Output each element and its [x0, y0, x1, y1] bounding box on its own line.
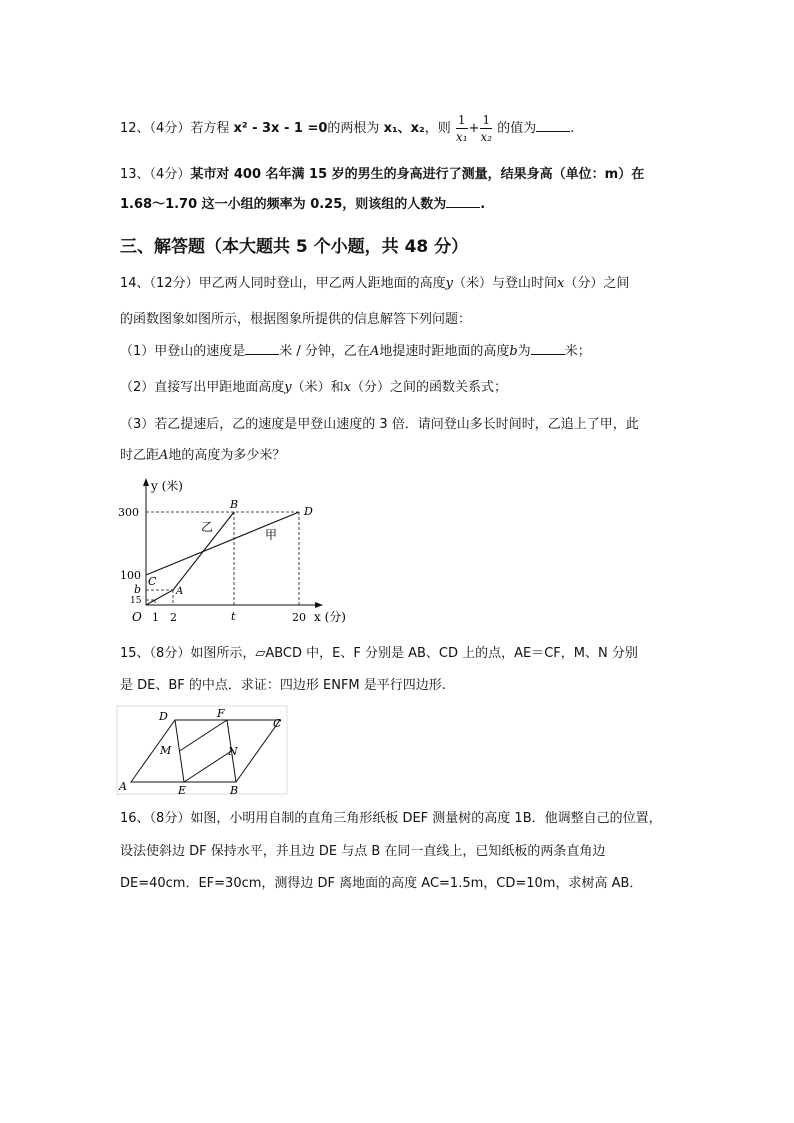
label-N: N [228, 745, 238, 758]
q13-end: . [480, 197, 486, 212]
q12-text-b: 的两根为 [327, 121, 380, 136]
q14-text-2: 的函数图象如图所示，根据图象所提供的信息解答下列问题： [120, 312, 472, 327]
q14-p2-b: （米）和 [291, 380, 344, 395]
x-tick-1: 1 [152, 611, 159, 624]
point-A: A [176, 586, 184, 597]
q14-p3-var-A: A [159, 448, 169, 463]
q12-roots: x₁、x₂ [383, 121, 425, 136]
q13-number: 13、 [120, 167, 150, 182]
q16-number: 16、 [120, 811, 150, 826]
q14-var-x: x [556, 276, 565, 291]
label-jia: 甲 [265, 528, 278, 542]
x-axis-arrow [315, 602, 323, 608]
q12-text-a: 若方程 [190, 121, 230, 136]
q12-plus: + [468, 121, 480, 136]
q16-text-3: DE=40cm．EF=30cm，测得边 DF 离地面的高度 AC=1.5m，CD=10m，求树高 AB． [120, 876, 643, 891]
q15-number: 15、 [120, 646, 150, 661]
q14-text-1a: 甲乙两人同时登山，甲乙两人距地面的高度 [198, 276, 446, 291]
point-D: D [304, 505, 313, 518]
y-tick-15: 15 [130, 596, 142, 606]
q14-p1-a: （1）甲登山的速度是 [120, 344, 246, 359]
q15-text-2: 是 DE、BF 的中点．求证：四边形 ENFM 是平行四边形. [120, 678, 446, 693]
q13-text-2: 1.68～1.70 这一小组的频率为 0.25，则该组的人数为 [120, 197, 447, 212]
q14-p1-blank-1[interactable] [245, 354, 279, 355]
q14-p2-var-x: x [343, 380, 351, 395]
q13-score: （4分） [149, 167, 191, 182]
parallelogram-ABCD [131, 720, 280, 782]
q12-equation: x² - 3x - 1 =0 [233, 121, 328, 136]
q14-p3-a: 时乙距 [120, 448, 160, 463]
q14-part-3-line-2 [120, 449, 285, 462]
y-tick-100: 100 [120, 569, 141, 582]
section-title: 三、解答题（本大题共 5 个小题，共 48 分） [120, 237, 469, 257]
x-axis-label: x (分) [314, 610, 346, 624]
label-B: B [230, 784, 239, 796]
q14-var-A: A [369, 344, 380, 359]
figure-frame [117, 706, 287, 794]
q14-part-2 [120, 381, 507, 394]
q12-fraction-1 [456, 114, 468, 143]
frac1-denominator: x₁ [455, 130, 468, 144]
label-D: D [159, 710, 168, 723]
q12-score: （4分） [149, 121, 191, 136]
line-jia [146, 512, 299, 575]
q16-score: （8分） [149, 811, 191, 826]
q12-fraction-2 [480, 114, 492, 143]
frac1-numerator: 1 [457, 113, 466, 127]
label-A: A [119, 780, 127, 793]
x-tick-2: 2 [170, 611, 177, 624]
segment-MF [180, 720, 228, 751]
q12-line [120, 114, 574, 143]
q12-end: . [570, 121, 575, 136]
x-tick-20: 20 [292, 611, 306, 624]
frac2-numerator: 1 [482, 113, 491, 127]
q14-function-graph [115, 475, 355, 630]
label-C: C [273, 717, 282, 730]
label-M: M [160, 744, 172, 757]
y-axis-arrow [143, 478, 149, 486]
point-C: C [148, 575, 157, 588]
q12-answer-blank[interactable] [536, 131, 570, 132]
q14-text-1b: （米）与登山时间 [452, 276, 557, 291]
q14-p1-blank-2[interactable] [531, 354, 565, 355]
label-yi: 乙 [201, 520, 214, 534]
q13-line-2 [120, 198, 485, 211]
q14-p2-c: （分）之间的函数关系式； [351, 380, 508, 395]
q14-p3-line1: （3）若乙提速后，乙的速度是甲登山速度的 3 倍．请问登山多长时间时，乙追上了甲，此 [120, 417, 639, 432]
q12-number: 12、 [120, 121, 150, 136]
q15-line-2 [120, 679, 446, 692]
q14-line-2 [120, 313, 471, 326]
q15-parallelogram-figure [115, 704, 290, 796]
q13-answer-blank[interactable] [446, 207, 480, 208]
q14-p2-a: （2）直接写出甲距地面高度 [120, 380, 285, 395]
q16-line-3 [120, 877, 642, 890]
q12-text-d: 的值为 [497, 121, 537, 136]
q14-number: 14、 [120, 276, 150, 291]
q14-var-b: b [509, 344, 518, 359]
line-yi [146, 512, 234, 605]
q16-line-1 [120, 812, 662, 825]
q14-score: （12分） [149, 276, 199, 291]
label-F: F [217, 707, 225, 720]
q14-p1-c: 地提速时距地面的高度 [379, 344, 510, 359]
y-axis-label: y (米) [151, 479, 183, 493]
q15-text-1: 如图所示，▱ABCD 中，E、F 分别是 AB、CD 上的点，AE＝CF，M、N 分别 [190, 646, 638, 661]
label-E: E [178, 784, 187, 796]
origin-label: O [132, 610, 142, 624]
q14-part-3-line-1 [120, 418, 639, 431]
q14-var-y: y [445, 276, 453, 291]
q14-p3-b: 地的高度为多少米？ [168, 448, 286, 463]
q14-p1-e: 米； [564, 344, 591, 359]
q14-p2-var-y: y [284, 380, 292, 395]
q14-text-1c: （分）之间 [564, 276, 630, 291]
point-B: B [230, 498, 239, 511]
frac2-denominator: x₂ [480, 130, 493, 144]
y-tick-300: 300 [118, 506, 139, 519]
y-tick-b: b [134, 583, 142, 596]
segment-EN [184, 751, 232, 782]
q12-text-c: ，则 [424, 121, 451, 136]
q15-line-1 [120, 647, 638, 660]
q14-line-1 [120, 277, 629, 290]
q13-line-1 [120, 168, 644, 181]
q15-score: （8分） [149, 646, 191, 661]
q13-text-1: 某市对 400 名年满 15 岁的男生的身高进行了测量，结果身高（单位：m）在 [190, 167, 645, 182]
q16-text-1: 如图，小明用自制的直角三角形纸板 DEF 测量树的高度 1B．他调整自己的位置， [190, 811, 662, 826]
q16-line-2 [120, 845, 605, 858]
x-tick-t: t [231, 610, 236, 623]
q14-p1-b: 米 / 分钟，乙在 [279, 344, 370, 359]
q14-p1-d: 为 [517, 344, 531, 359]
q16-text-2: 设法使斜边 DF 保持水平，并且边 DE 与点 B 在同一直线上，已知纸板的两条直角边 [120, 844, 606, 859]
q14-part-1 [120, 345, 591, 358]
